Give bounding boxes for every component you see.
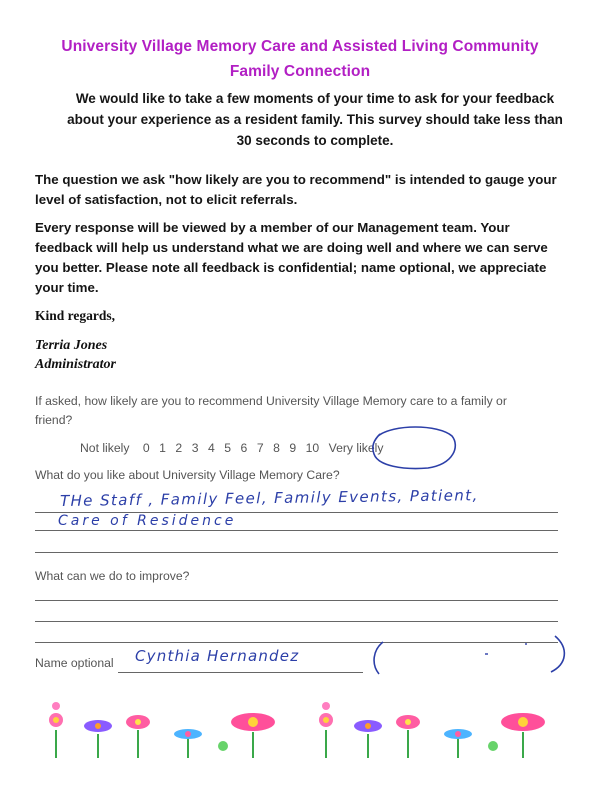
answer-line	[35, 600, 558, 601]
answer-line	[35, 621, 558, 622]
likes-question: What do you like about University Village Memory Care?	[35, 468, 340, 482]
scale-low-label: Not likely	[80, 441, 130, 455]
signature-title: Administrator	[35, 357, 116, 372]
document-subtitle: Family Connection	[229, 63, 371, 80]
improve-question: What can we do to improve?	[35, 569, 190, 583]
purpose-paragraph	[35, 170, 575, 210]
rating-option-9[interactable]: 9	[289, 441, 297, 455]
rating-scale	[80, 441, 383, 455]
flower-border-icon	[38, 700, 568, 760]
selected-rating-circle	[368, 422, 460, 472]
likes-answer-line1[interactable]: THe Staff , Family Feel, Family Events, Patient,	[59, 486, 479, 510]
intro-line: about your experience as a resident family. This survey should take less than	[67, 112, 563, 127]
recommend-question	[35, 392, 565, 430]
question-line: If asked, how likely are you to recommend University Village Memory care to a family or	[35, 394, 507, 408]
name-field[interactable]: Cynthia Hernandez	[135, 647, 300, 665]
rating-option-0[interactable]: 0	[142, 441, 150, 455]
paragraph-line: level of satisfaction, not to elicit referrals.	[35, 192, 298, 207]
document-title: University Village Memory Care and Assisted Living Community	[61, 38, 539, 55]
name-line	[118, 672, 363, 673]
paragraph-line: you better. Please note all feedback is confidential; name optional, we appreciate	[35, 260, 547, 275]
answer-line	[35, 530, 558, 531]
paragraph-line: your time.	[35, 280, 99, 295]
paragraph-line: The question we ask "how likely are you to recommend" is intended to gauge your	[35, 172, 557, 187]
rating-option-6[interactable]: 6	[240, 441, 248, 455]
rating-option-8[interactable]: 8	[273, 441, 280, 455]
scale-high-label: Very likely	[328, 441, 384, 455]
scale-numbers	[143, 441, 321, 455]
rating-option-1[interactable]: 1	[159, 441, 166, 455]
closing-text: Kind regards,	[35, 308, 116, 323]
question-line: friend?	[35, 413, 73, 427]
confidentiality-paragraph	[35, 218, 575, 298]
name-label: Name optional	[35, 656, 114, 670]
handwritten-bracket-marks	[365, 630, 580, 680]
signature-name: Terria Jones	[35, 338, 108, 353]
rating-option-10[interactable]: 10	[305, 441, 320, 455]
likes-answer-line2[interactable]: Care of Residence	[58, 513, 237, 529]
paragraph-line: feedback will help us understand what we are doing well and where we can serve	[35, 240, 548, 255]
rating-option-3[interactable]: 3	[191, 441, 199, 455]
paragraph-line: Every response will be viewed by a member of our Management team. Your	[35, 220, 510, 235]
rating-option-7[interactable]: 7	[256, 441, 264, 455]
rating-option-4[interactable]: 4	[207, 441, 215, 455]
intro-text	[60, 88, 570, 151]
answer-line	[35, 552, 558, 553]
intro-line: We would like to take a few moments of your time to ask for your feedback	[75, 91, 555, 106]
rating-option-5[interactable]: 5	[224, 441, 232, 455]
rating-option-2[interactable]: 2	[175, 441, 183, 455]
intro-line: 30 seconds to complete.	[236, 133, 394, 148]
